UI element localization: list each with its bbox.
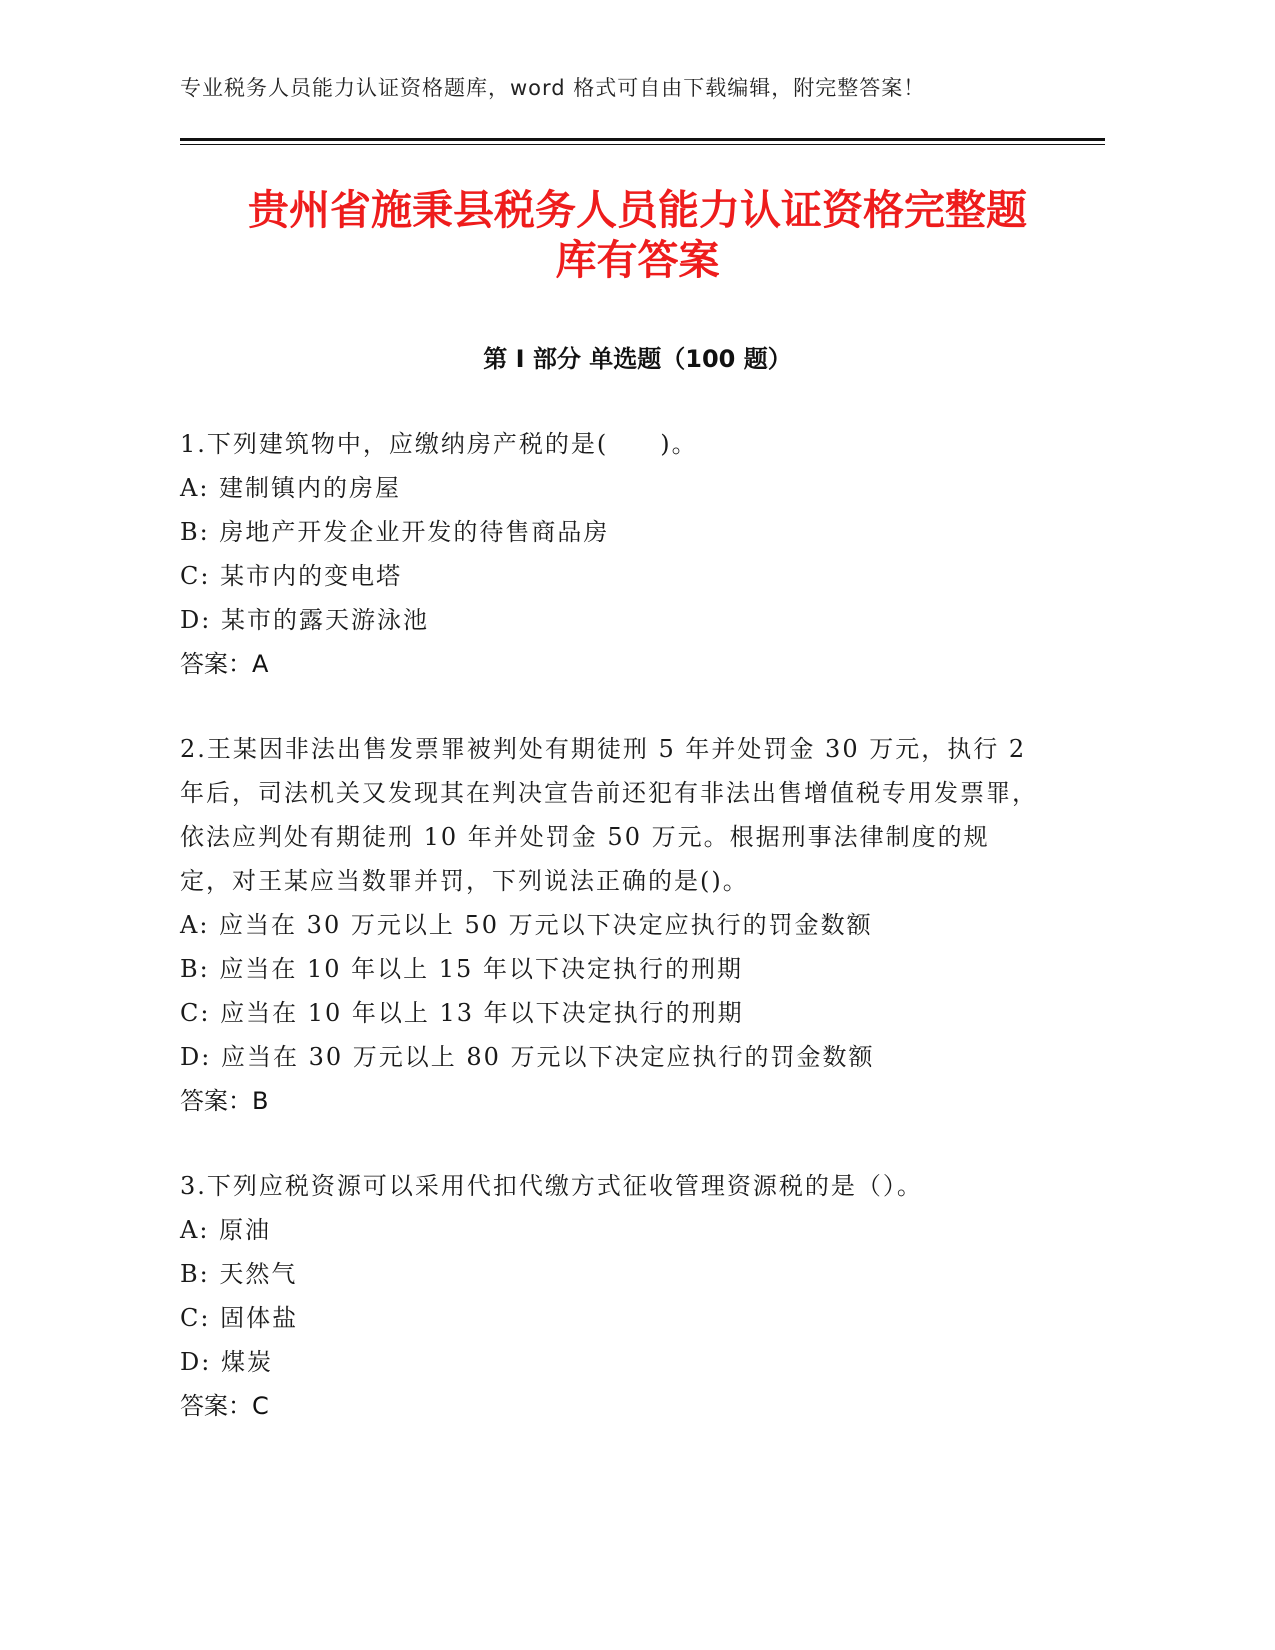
option-d: D: 应当在 30 万元以上 80 万元以下决定应执行的罚金数额 <box>180 1043 875 1071</box>
question-list <box>180 422 1040 1469</box>
option-c: C: 某市内的变电塔 <box>180 562 403 590</box>
header-note: 专业税务人员能力认证资格题库，word 格式可自由下载编辑，附完整答案！ <box>180 76 926 100</box>
header-rule-thick <box>180 138 1105 141</box>
option-b: B: 房地产开发企业开发的待售商品房 <box>180 518 610 546</box>
answer-line: 答案：A <box>180 650 269 678</box>
option-a: A: 建制镇内的房屋 <box>180 474 402 502</box>
header-rule-thin <box>180 144 1105 145</box>
question-stem: 2.王某因非法出售发票罪被判处有期徒刑 5 年并处罚金 30 万元，执行 2 年后，司法机关又发现其在判决宣告前还犯有非法出售增值税专用发票罪，依法应判处有期徒刑 10 年并处罚金 50 万元。根据刑事法律制度的规定，对王某应当数罪并罚，下列说法正确的是()。 <box>180 735 1038 895</box>
question-2 <box>180 727 1040 1123</box>
question-stem: 3.下列应税资源可以采用代扣代缴方式征收管理资源税的是（）。 <box>180 1172 923 1200</box>
option-b: B: 天然气 <box>180 1260 298 1288</box>
option-a: A: 原油 <box>180 1216 272 1244</box>
option-d: D: 某市的露天游泳池 <box>180 606 429 634</box>
document-title-line-1: 贵州省施秉县税务人员能力认证资格完整题 <box>248 186 1027 234</box>
question-stem: 1.下列建筑物中，应缴纳房产税的是( )。 <box>180 430 698 458</box>
document-title <box>150 185 1125 285</box>
document-title-line-2: 库有答案 <box>555 236 720 284</box>
option-c: C: 固体盐 <box>180 1304 299 1332</box>
option-a: A: 应当在 30 万元以上 50 万元以下决定应执行的罚金数额 <box>180 911 873 939</box>
option-c: C: 应当在 10 年以上 13 年以下决定执行的刑期 <box>180 999 744 1027</box>
question-1 <box>180 422 1040 686</box>
question-3 <box>180 1164 1040 1428</box>
section-heading: 第 I 部分 单选题（100 题） <box>483 345 792 373</box>
answer-line: 答案：C <box>180 1392 269 1420</box>
option-b: B: 应当在 10 年以上 15 年以下决定执行的刑期 <box>180 955 743 983</box>
option-d: D: 煤炭 <box>180 1348 273 1376</box>
answer-line: 答案：B <box>180 1087 269 1115</box>
